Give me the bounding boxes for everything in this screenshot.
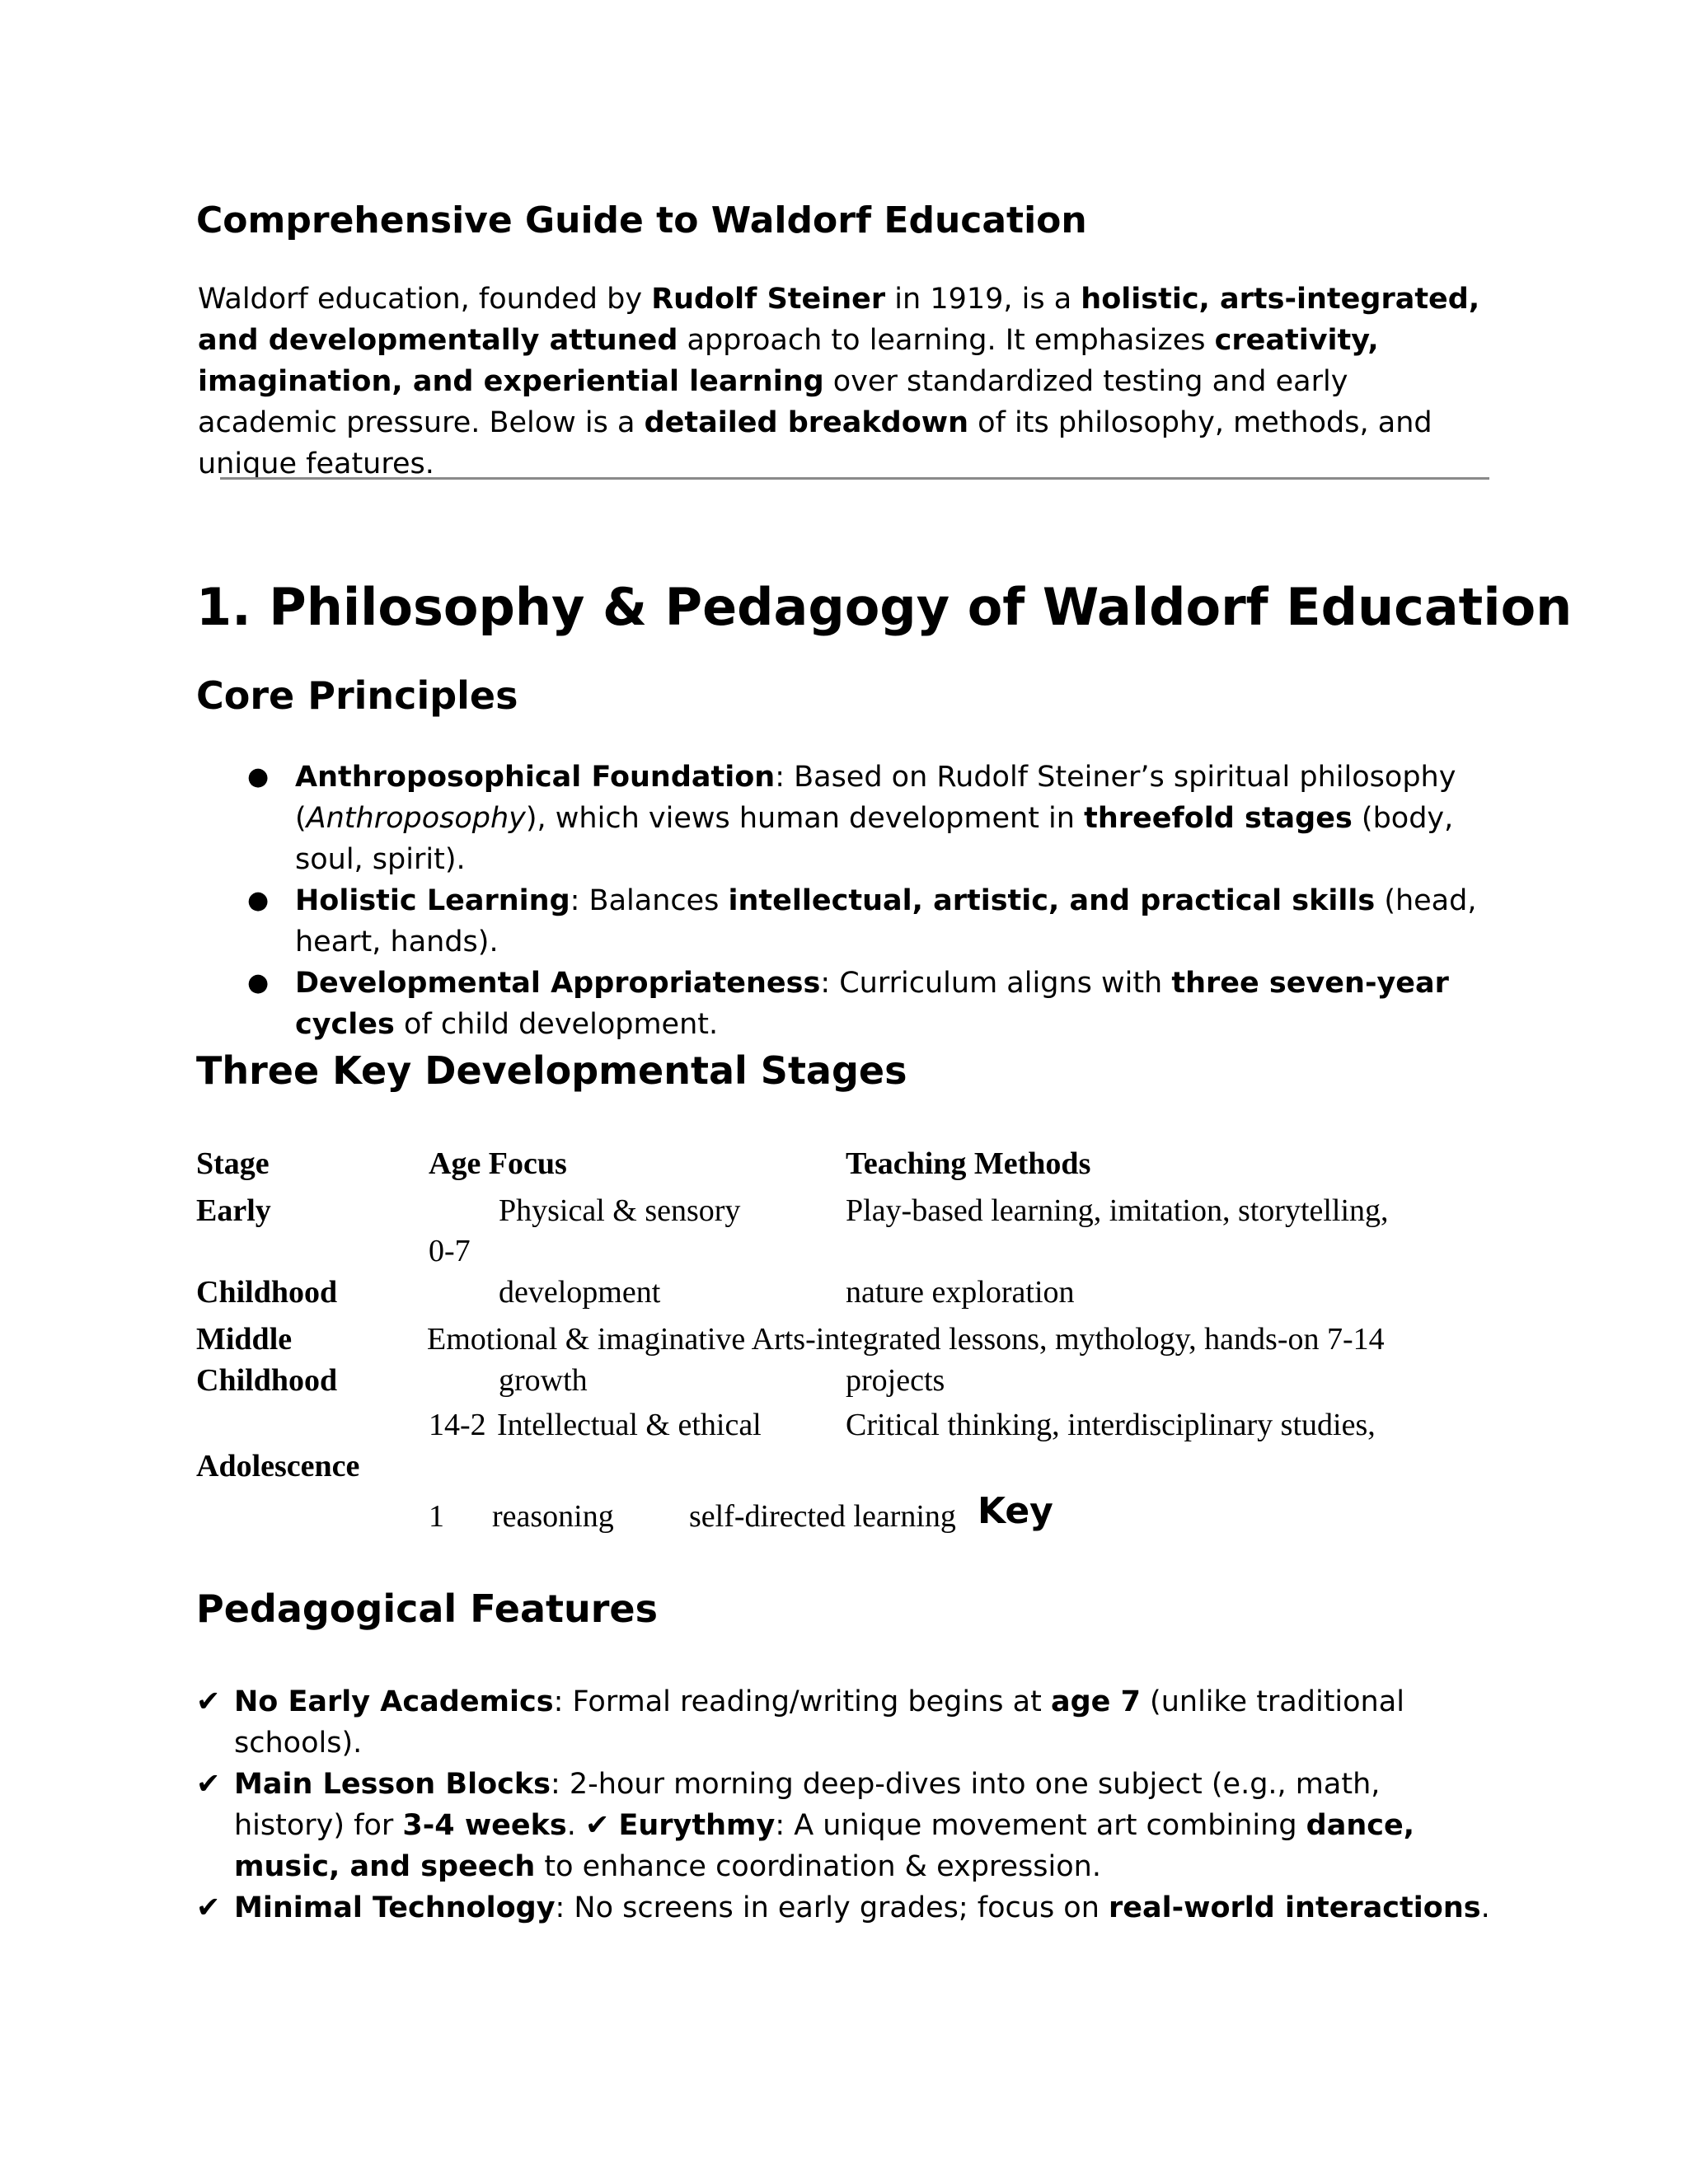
bullet-icon: ● [247, 968, 270, 997]
item-text: to enhance coordination & expression. [535, 1850, 1101, 1883]
table-header: Teaching Methods [846, 1146, 1091, 1181]
item-text: ), which views human development in [525, 802, 1085, 835]
item-text: . [1480, 1891, 1490, 1924]
item-text: (head, heart, hands). [295, 884, 1477, 958]
section-heading: 1. Philosophy & Pedagogy of Waldorf Education [196, 577, 1573, 637]
table-header: Stage [196, 1146, 270, 1181]
table-cell: Childhood [196, 1275, 338, 1310]
intro-bold: detailed breakdown [644, 406, 969, 439]
list-item [247, 963, 1500, 1045]
pedagogical-features-list [196, 1681, 1498, 1929]
intro-text: of its philosophy, methods, and unique features. [198, 406, 1432, 480]
item-bold: 3-4 weeks [402, 1809, 567, 1842]
item-text: (body, soul, spirit). [295, 802, 1454, 876]
stages-heading: Three Key Developmental Stages [196, 1048, 907, 1093]
item-bold: Minimal Technology [234, 1891, 556, 1924]
table-cell: 1 [429, 1499, 444, 1534]
bullet-icon: ● [247, 762, 270, 791]
table-cell: reasoning [492, 1499, 614, 1534]
item-bold: Developmental Appropriateness [295, 967, 821, 1000]
table-cell: Emotional & imaginative Arts-integrated lessons, mythology, hands-on 7-14 [427, 1322, 1385, 1357]
list-item [196, 1681, 1498, 1764]
item-text: : A unique movement art combining [775, 1809, 1306, 1842]
intro-paragraph [198, 279, 1484, 485]
table-cell: Middle [196, 1322, 293, 1357]
item-bold: real-world interactions [1109, 1891, 1481, 1924]
bullet-icon: ● [247, 886, 270, 915]
item-bold: age 7 [1050, 1685, 1141, 1718]
table-cell: Childhood [196, 1363, 338, 1398]
item-text: : Curriculum aligns with [820, 967, 1172, 1000]
pedagogical-features-heading: Pedagogical Features [196, 1586, 658, 1631]
checkmark-icon: ✔ [196, 1768, 221, 1801]
item-bold: dance, music, and speech [234, 1809, 1415, 1883]
item-bold: Anthroposophical Foundation [295, 761, 776, 794]
item-text: : Based on Rudolf Steiner’s spiritual philosophy ( [295, 761, 1456, 835]
core-principles-list [247, 757, 1500, 1045]
table-cell: Intellectual & ethical [497, 1408, 762, 1442]
item-bold: intellectual, artistic, and practical skills [728, 884, 1376, 917]
item-text: : 2-hour morning deep-dives into one subject (e.g., math, history) for [234, 1768, 1381, 1842]
table-cell: Physical & sensory [499, 1193, 741, 1228]
list-item [247, 880, 1500, 963]
table-cell: self-directed learning [689, 1499, 956, 1534]
table-cell: Early [196, 1193, 271, 1228]
item-bold: Holistic Learning [295, 884, 570, 917]
intro-bold: holistic, arts-integrated, and developmentally attuned [198, 283, 1480, 357]
item-text: (unlike traditional schools). [234, 1685, 1404, 1760]
item-bold: Eurythmy [618, 1809, 776, 1842]
intro-text: in 1919, is a [885, 283, 1081, 316]
checkmark-icon: ✔ [196, 1891, 221, 1924]
item-italic: Anthroposophy [306, 802, 526, 835]
intro-bold: Rudolf Steiner [651, 283, 886, 316]
list-item [196, 1887, 1498, 1929]
table-cell: growth [499, 1363, 588, 1398]
item-bold: No Early Academics [234, 1685, 554, 1718]
table-header: Age Focus [429, 1146, 567, 1181]
list-item [247, 757, 1500, 880]
item-text: of child development. [394, 1008, 719, 1041]
item-text: : No screens in early grades; focus on [555, 1891, 1109, 1924]
checkmark-icon: ✔ [196, 1685, 221, 1718]
item-bold: three seven-year cycles [295, 967, 1449, 1041]
table-cell: 0-7 [429, 1234, 471, 1268]
core-principles-heading: Core Principles [196, 673, 518, 718]
item-bold: threefold stages [1084, 802, 1353, 835]
table-cell: Play-based learning, imitation, storytelling, [846, 1193, 1389, 1228]
key-label: Key [978, 1490, 1053, 1532]
item-bold: Main Lesson Blocks [234, 1768, 551, 1801]
table-cell: 14-2 [429, 1408, 486, 1442]
table-cell: projects [846, 1363, 945, 1398]
item-text: : Formal reading/writing begins at [553, 1685, 1051, 1718]
intro-text: over standardized testing and early academic pressure. Below is a [198, 365, 1348, 439]
intro-bold: creativity, imagination, and experiential learning [198, 324, 1379, 398]
table-cell: Adolescence [196, 1449, 360, 1483]
horizontal-rule [220, 477, 1489, 480]
document-title: Comprehensive Guide to Waldorf Education [196, 199, 1087, 241]
item-text: : Balances [570, 884, 729, 917]
table-cell: nature exploration [846, 1275, 1075, 1310]
table-cell: development [499, 1275, 661, 1310]
item-text: . ✔ [566, 1809, 619, 1842]
intro-text: Waldorf education, founded by [198, 283, 652, 316]
list-item [196, 1764, 1498, 1887]
table-cell: Critical thinking, interdisciplinary studies, [846, 1408, 1376, 1442]
intro-text: approach to learning. It emphasizes [678, 324, 1215, 357]
